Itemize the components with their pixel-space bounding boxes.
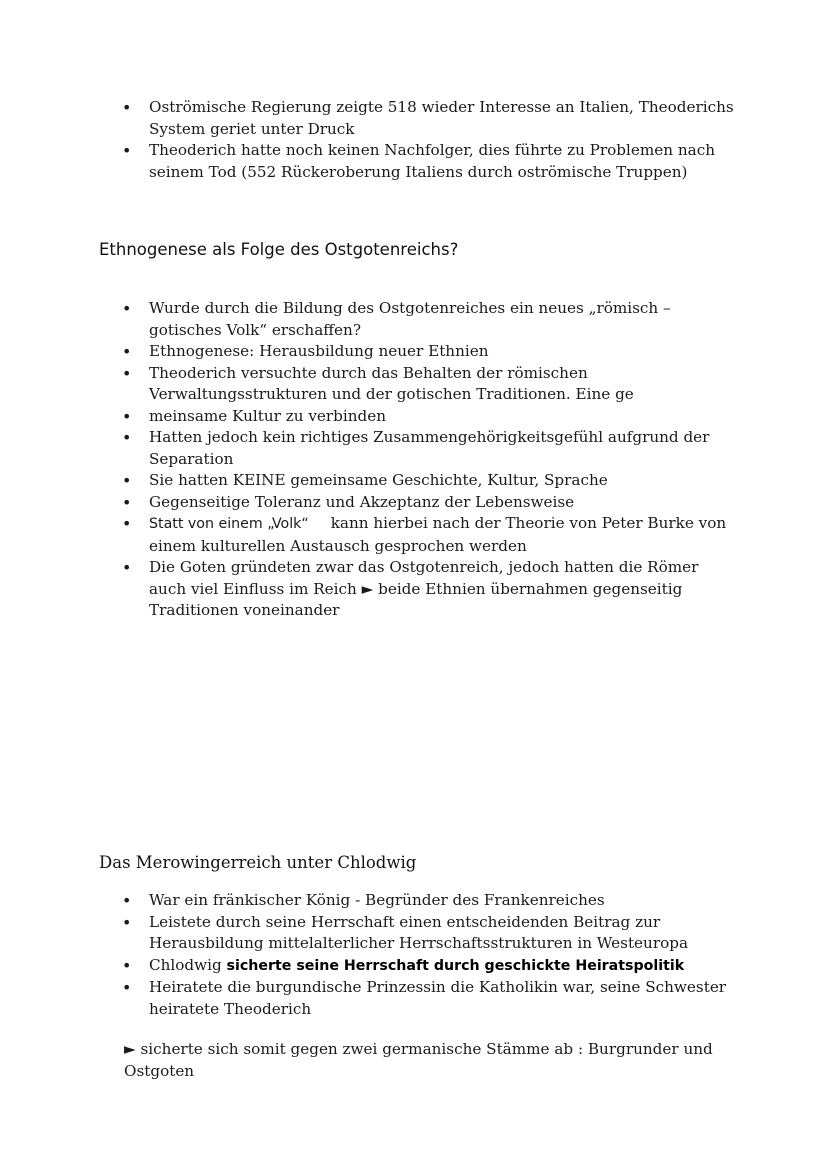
- list-item: • Theoderich hatte noch keinen Nachfolger, dies führte zu Problemen nach seinem Tod (552 Rückeroberung Italiens durch oströmische Truppen): [118, 140, 738, 183]
- list-item: • Sie hatten KEINE gemeinsame Geschichte, Kultur, Sprache: [118, 470, 738, 492]
- bullet-list-theoderich: [118, 97, 738, 183]
- list-item: • meinsame Kultur zu verbinden: [118, 406, 738, 428]
- bold-emphasis: sicherte seine Herrschaft durch geschickte Heiratspolitik: [226, 957, 685, 974]
- list-item: • Heiratete die burgundische Prinzessin die Katholikin war, seine Schwester heiratete Theoderich: [118, 977, 738, 1020]
- list-item: • Wurde durch die Bildung des Ostgotenreiches ein neues „römisch – gotisches Volk“ erschaffen?: [118, 298, 738, 341]
- section-heading-ethnogenese: Ethnogenese als Folge des Ostgotenreichs?: [99, 240, 459, 259]
- list-item: • Ethnogenese: Herausbildung neuer Ethnien: [118, 341, 738, 363]
- arrow-paragraph: ► sicherte sich somit gegen zwei germanische Stämme ab : Burgrunder und Ostgoten: [124, 1040, 713, 1080]
- list-item: • Hatten jedoch kein richtiges Zusammengehörigkeitsgefühl aufgrund der Separation: [118, 427, 738, 470]
- section-heading-merowingerreich: Das Merowingerreich unter Chlodwig: [99, 853, 417, 872]
- chlodwig-prefix: Chlodwig: [149, 955, 227, 974]
- list-item: • Die Goten gründeten zwar das Ostgotenreich, jedoch hatten die Römer auch viel Einfluss im Reich ► beide Ethnien übernahmen gegenseitig Traditionen voneinander: [118, 557, 738, 622]
- list-item: • Theoderich versuchte durch das Behalten der römischen Verwaltungsstrukturen und der gotischen Traditionen. Eine ge: [118, 363, 738, 406]
- bullet-list-ethnogenese: [118, 298, 738, 622]
- list-item: • Leistete durch seine Herrschaft einen entscheidenden Beitrag zur Herausbildung mittelalterlicher Herrschaftsstrukturen in Westeuropa: [118, 912, 738, 955]
- bullet-list-chlodwig: [118, 890, 738, 1020]
- volk-rest: kann hierbei nach der Theorie von Peter Burke von einem kulturellen Austausch gesprochen werden: [149, 514, 727, 555]
- list-item: • Gegenseitige Toleranz und Akzeptanz der Lebensweise: [118, 492, 738, 514]
- list-item: • Oströmische Regierung zeigte 518 wieder Interesse an Italien, Theoderichs System geriet unter Druck: [118, 97, 738, 140]
- list-item: [118, 513, 738, 557]
- list-item: [118, 955, 738, 978]
- list-item: • War ein fränkischer König - Begründer des Frankenreiches: [118, 890, 738, 912]
- volk-phrase: Statt von einem „Volk“: [149, 516, 309, 532]
